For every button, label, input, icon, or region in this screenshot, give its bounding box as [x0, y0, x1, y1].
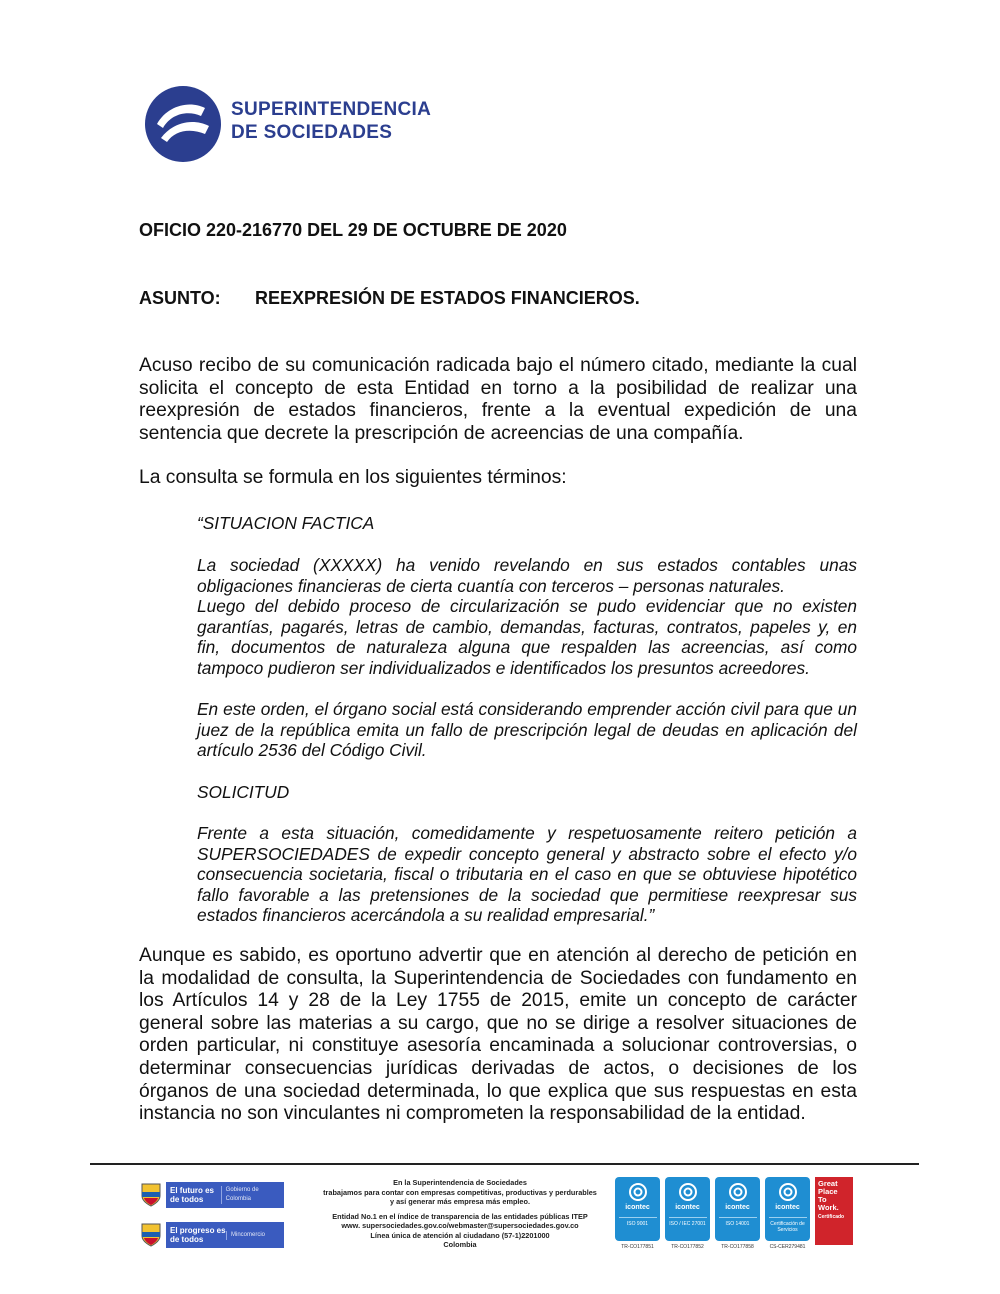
- great-place-to-work-badge: [815, 1177, 853, 1245]
- cert-standard: ISO / IEC 27001: [669, 1217, 707, 1227]
- certification-badges: [615, 1177, 853, 1250]
- gptw-line: Work.: [818, 1203, 839, 1212]
- asunto-label: ASUNTO:: [139, 288, 221, 308]
- icontec-cert: [665, 1177, 710, 1250]
- cert-code: TR-CO177858: [721, 1244, 754, 1250]
- gov-badge-sub: Mincomercio: [226, 1231, 265, 1240]
- icontec-cert: [765, 1177, 810, 1250]
- quote-paragraph-2: Luego del debido proceso de circularización se pudo evidenciar que no existen garantías, pagarés, letras de cambio, demandas, facturas, contratos, papeles y, en fin, documentos de naturaleza alguna que respalden las acreencias, así como tampoco pudieron ser individualizados e identificados los presuntos acreedores.: [197, 596, 857, 678]
- quote-paragraph-3: En este orden, el órgano social está considerando emprender acción civil para que un juez de la república emita un fallo de prescripción legal de deudas en aplicación del artículo 2536 del Código Civil.: [197, 699, 857, 761]
- footer-divider: [90, 1163, 919, 1165]
- asunto-text: REEXPRESIÓN DE ESTADOS FINANCIEROS.: [255, 288, 640, 308]
- icontec-icon: [778, 1182, 798, 1202]
- gov-badge-main: El progreso es de todos: [170, 1226, 226, 1244]
- cert-code: TR-CO177851: [621, 1244, 654, 1250]
- footer-line: Colombia: [443, 1240, 477, 1249]
- colombia-shield-icon: [140, 1222, 162, 1248]
- government-logos: [140, 1180, 300, 1260]
- gov-badge-sub: Gobierno de Colombia: [221, 1186, 280, 1204]
- footer-line: En la Superintendencia de Sociedades: [393, 1178, 527, 1187]
- gov-badge-row: [140, 1180, 300, 1210]
- oficio-title: OFICIO 220-216770 DEL 29 DE OCTUBRE DE 2020: [139, 220, 567, 240]
- quote-heading-solicitud: SOLICITUD: [197, 782, 290, 802]
- gptw-line: Place: [818, 1187, 838, 1196]
- footer-website-link[interactable]: www. supersociedades.gov.co/webmaster@supersociedades.gov.co: [341, 1221, 579, 1230]
- cert-code: TR-CO177852: [671, 1244, 704, 1250]
- supersociedades-logo: [143, 84, 483, 164]
- gptw-line: Great: [818, 1179, 838, 1188]
- cert-standard: Certificación de Servicios: [769, 1217, 807, 1233]
- icontec-icon: [628, 1182, 648, 1202]
- cert-brand: icontec: [675, 1204, 700, 1211]
- icontec-icon: [678, 1182, 698, 1202]
- supersociedades-emblem-icon: [143, 84, 223, 164]
- gptw-line: To: [818, 1195, 827, 1204]
- footer-line: y así generar más empresa más empleo.: [390, 1197, 530, 1206]
- quote-heading-situacion: “SITUACION FACTICA: [197, 513, 375, 533]
- body-paragraph-1: Acuso recibo de su comunicación radicada bajo el número citado, mediante la cual solicita el concepto de esta Entidad en torno a la posibilidad de realizar una reexpresión de estados financieros, frente a la eventual expedición de una sentencia que decrete la prescripción de acreencias de una compañía.: [139, 355, 857, 444]
- cert-brand: icontec: [625, 1204, 650, 1211]
- logo-line1: SUPERINTENDENCIA: [231, 99, 432, 120]
- logo-line2: DE SOCIEDADES: [231, 122, 393, 143]
- colombia-shield-icon: [140, 1182, 162, 1208]
- cert-standard: ISO 9001: [619, 1217, 657, 1227]
- icontec-icon: [728, 1182, 748, 1202]
- gptw-certified: Certificado: [818, 1214, 845, 1220]
- body-paragraph-2: La consulta se formula en los siguientes términos:: [139, 467, 567, 488]
- footer-contact-text: [300, 1178, 620, 1250]
- cert-brand: icontec: [775, 1204, 800, 1211]
- cert-code: CS-CER279481: [769, 1244, 806, 1250]
- icontec-cert: [715, 1177, 760, 1250]
- gov-badge-row: [140, 1220, 300, 1250]
- asunto-line: [139, 288, 640, 309]
- icontec-cert: [615, 1177, 660, 1250]
- footer-line: trabajamos para contar con empresas competitivas, productivas y perdurables: [323, 1187, 597, 1197]
- gov-badge-futuro: [166, 1182, 284, 1208]
- cert-standard: ISO 14001: [719, 1217, 757, 1227]
- cert-brand: icontec: [725, 1204, 750, 1211]
- quote-paragraph-1: La sociedad (XXXXX) ha venido revelando en sus estados contables unas obligaciones financieras de cierta cuantía con terceros – personas naturales.: [197, 555, 857, 596]
- gov-badge-main: El futuro es de todos: [170, 1186, 215, 1204]
- logo-wordmark: [231, 98, 431, 144]
- footer-phone-line: Línea única de atención al ciudadano (57-1)2201000: [370, 1230, 550, 1240]
- gov-badge-progreso: [166, 1222, 284, 1248]
- quote-paragraph-4: Frente a esta situación, comedidamente y respetuosamente reitero petición a SUPERSOCIEDADES de expedir concepto general y abstracto sobre el efecto y/o consecuencia societaria, fiscal o tributaria en el caso en que se obtuviese hipotético fallo favorable a las pretensiones de la sociedad que permitiese reexpresar sus estados financieros acercándola a su realidad empresarial.”: [197, 823, 857, 926]
- footer-line: Entidad No.1 en el índice de transparencia de las entidades públicas ITEP: [332, 1211, 588, 1221]
- body-paragraph-3: Aunque es sabido, es oportuno advertir que en atención al derecho de petición en la modalidad de consulta, la Superintendencia de Sociedades con fundamento en los Artículos 14 y 28 de la Ley 1755 de 2015, emite un concepto de carácter general sobre las materias a su cargo, que no se dirige a resolver situaciones de orden particular, ni constituye asesoría encaminada a solucionar controversias, o determinar consecuencias jurídicas derivadas de actos, o decisiones de los órganos de una sociedad determinada, lo que explica que sus respuestas en esta instancia no son vinculantes ni comprometen la responsabilidad de la entidad.: [139, 945, 857, 1125]
